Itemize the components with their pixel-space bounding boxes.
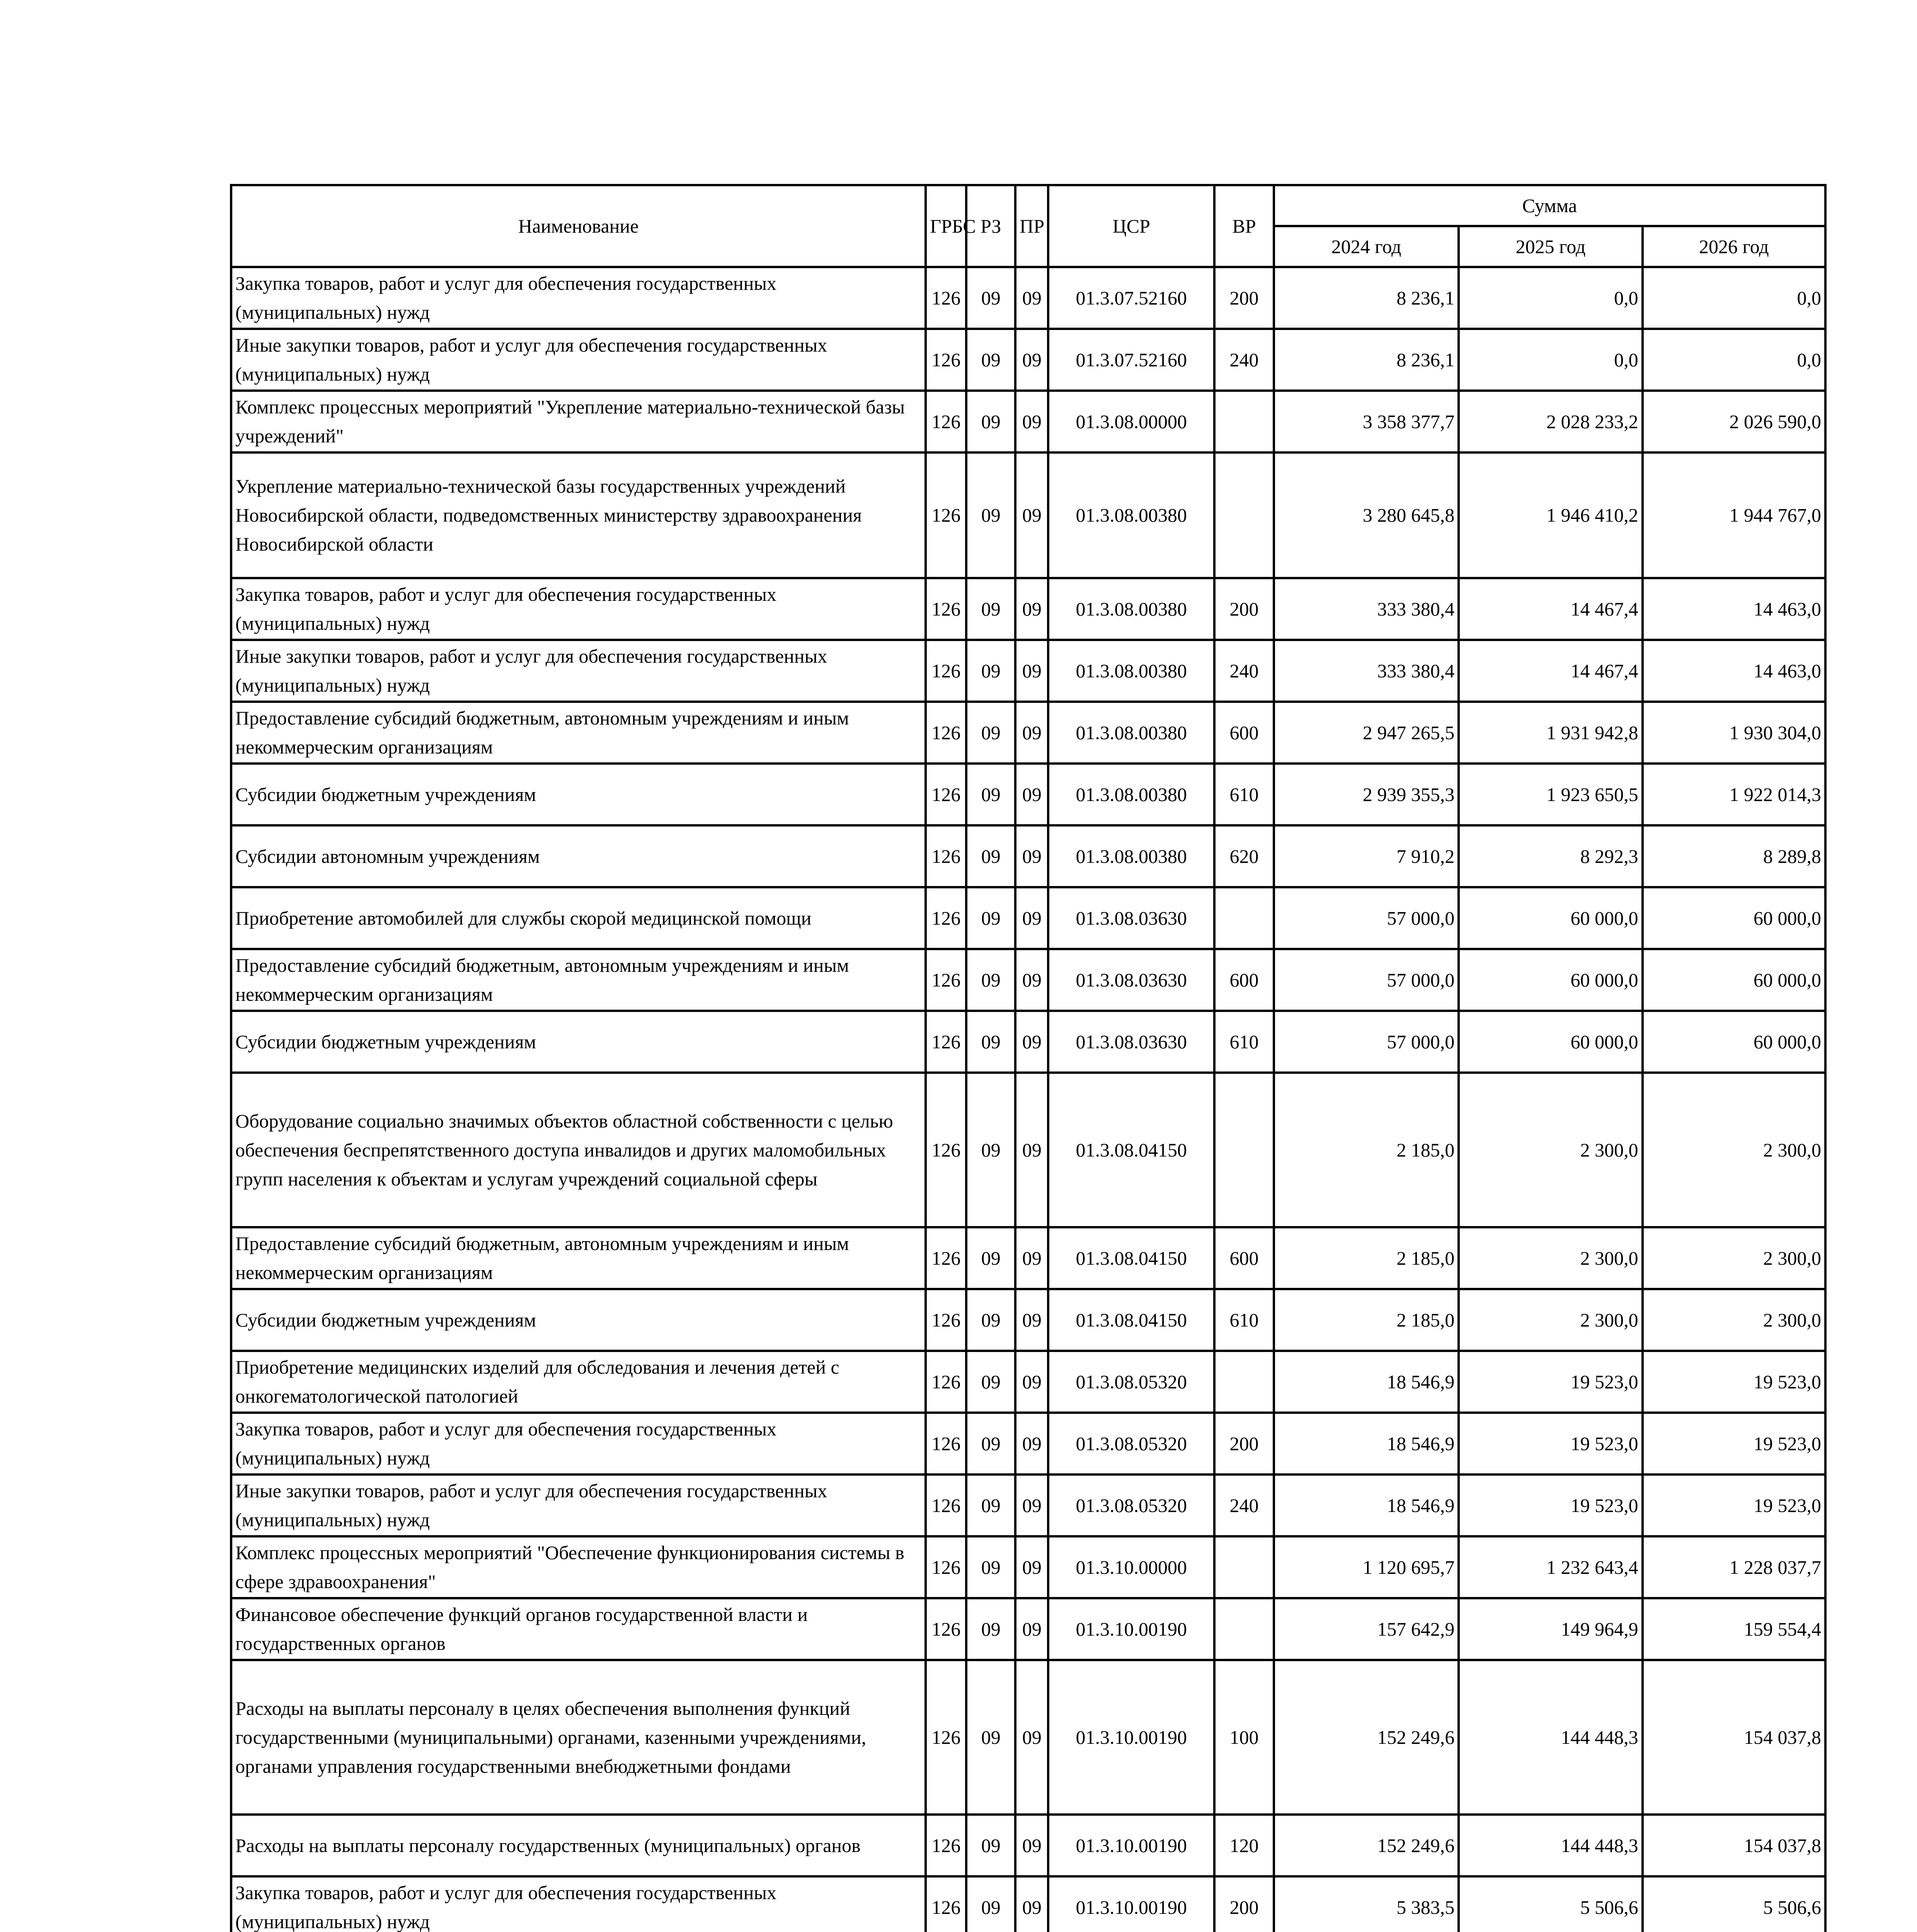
cell-pr: 09 — [1015, 267, 1048, 329]
cell-rz: 09 — [966, 267, 1015, 329]
cell-2025: 14 467,4 — [1459, 640, 1642, 702]
table-row — [231, 1413, 1825, 1475]
cell-csr: 01.3.08.04150 — [1048, 1227, 1214, 1289]
cell-grbs: 126 — [926, 1475, 966, 1536]
cell-name: Расходы на выплаты персоналу в целях обеспечения выполнения функций государственными (муниципальными) органами, казенными учреждениями, органами управления государственными внебюджетными фондами — [231, 1660, 926, 1815]
cell-2026: 0,0 — [1643, 329, 1825, 391]
cell-rz: 09 — [966, 329, 1015, 391]
col-header-pr: ПР — [1015, 185, 1048, 267]
cell-name: Предоставление субсидий бюджетным, автономным учреждениям и иным некоммерческим организациям — [231, 1227, 926, 1289]
cell-pr: 09 — [1015, 1876, 1048, 1932]
cell-2026: 60 000,0 — [1643, 1011, 1825, 1073]
cell-2024: 8 236,1 — [1274, 267, 1459, 329]
cell-2026: 19 523,0 — [1643, 1413, 1825, 1475]
table-body — [231, 267, 1825, 1932]
cell-rz: 09 — [966, 1011, 1015, 1073]
cell-2024: 2 939 355,3 — [1274, 764, 1459, 825]
cell-name: Укрепление материально-технической базы государственных учреждений Новосибирской области, подведомственных министерству здравоохранения Новосибирской области — [231, 452, 926, 578]
cell-name: Иные закупки товаров, работ и услуг для обеспечения государственных (муниципальных) нужд — [231, 640, 926, 702]
cell-vr: 610 — [1214, 1011, 1274, 1073]
cell-csr: 01.3.08.00380 — [1048, 578, 1214, 640]
cell-name: Предоставление субсидий бюджетным, автономным учреждениям и иным некоммерческим организациям — [231, 949, 926, 1011]
cell-grbs: 126 — [926, 578, 966, 640]
table-row — [231, 578, 1825, 640]
cell-pr: 09 — [1015, 1351, 1048, 1413]
cell-rz: 09 — [966, 764, 1015, 825]
cell-pr: 09 — [1015, 1815, 1048, 1876]
cell-2024: 3 358 377,7 — [1274, 391, 1459, 452]
cell-2025: 60 000,0 — [1459, 1011, 1642, 1073]
cell-name: Оборудование социально значимых объектов областной собственности с целью обеспечения беспрепятственного доступа инвалидов и других маломобильных групп населения к объектам и услугам учреждений социальной сферы — [231, 1073, 926, 1227]
cell-2025: 1 946 410,2 — [1459, 452, 1642, 578]
table-row — [231, 1011, 1825, 1073]
cell-vr — [1214, 1536, 1274, 1598]
cell-2026: 8 289,8 — [1643, 825, 1825, 887]
table-row — [231, 887, 1825, 949]
cell-rz: 09 — [966, 1227, 1015, 1289]
cell-2024: 57 000,0 — [1274, 887, 1459, 949]
cell-2026: 2 300,0 — [1643, 1073, 1825, 1227]
cell-vr: 100 — [1214, 1660, 1274, 1815]
cell-2026: 19 523,0 — [1643, 1475, 1825, 1536]
cell-rz: 09 — [966, 702, 1015, 764]
cell-rz: 09 — [966, 640, 1015, 702]
cell-rz: 09 — [966, 1289, 1015, 1351]
cell-vr: 610 — [1214, 1289, 1274, 1351]
cell-name: Закупка товаров, работ и услуг для обеспечения государственных (муниципальных) нужд — [231, 1413, 926, 1475]
cell-2025: 144 448,3 — [1459, 1660, 1642, 1815]
cell-csr: 01.3.08.04150 — [1048, 1073, 1214, 1227]
cell-2026: 159 554,4 — [1643, 1598, 1825, 1660]
cell-2025: 0,0 — [1459, 329, 1642, 391]
cell-2024: 333 380,4 — [1274, 640, 1459, 702]
cell-rz: 09 — [966, 452, 1015, 578]
cell-grbs: 126 — [926, 1227, 966, 1289]
cell-pr: 09 — [1015, 1289, 1048, 1351]
cell-csr: 01.3.10.00000 — [1048, 1536, 1214, 1598]
cell-name: Иные закупки товаров, работ и услуг для обеспечения государственных (муниципальных) нужд — [231, 1475, 926, 1536]
table-row — [231, 1227, 1825, 1289]
col-header-vr: ВР — [1214, 185, 1274, 267]
cell-2024: 18 546,9 — [1274, 1351, 1459, 1413]
cell-2026: 14 463,0 — [1643, 640, 1825, 702]
cell-name: Предоставление субсидий бюджетным, автономным учреждениям и иным некоммерческим организациям — [231, 702, 926, 764]
cell-2024: 57 000,0 — [1274, 949, 1459, 1011]
cell-name: Комплекс процессных мероприятий "Укрепление материально-технической базы учреждений" — [231, 391, 926, 452]
cell-rz: 09 — [966, 1413, 1015, 1475]
cell-2026: 154 037,8 — [1643, 1660, 1825, 1815]
col-header-csr: ЦСР — [1048, 185, 1214, 267]
table-row — [231, 702, 1825, 764]
cell-csr: 01.3.08.00380 — [1048, 764, 1214, 825]
table-row — [231, 949, 1825, 1011]
cell-grbs: 126 — [926, 1073, 966, 1227]
cell-name: Субсидии бюджетным учреждениям — [231, 1289, 926, 1351]
cell-grbs: 126 — [926, 267, 966, 329]
cell-pr: 09 — [1015, 702, 1048, 764]
cell-pr: 09 — [1015, 1413, 1048, 1475]
table-row — [231, 1073, 1825, 1227]
cell-csr: 01.3.08.00380 — [1048, 452, 1214, 578]
col-header-rz: РЗ — [966, 185, 1015, 267]
cell-vr: 200 — [1214, 1876, 1274, 1932]
cell-rz: 09 — [966, 1536, 1015, 1598]
cell-2024: 152 249,6 — [1274, 1660, 1459, 1815]
cell-pr: 09 — [1015, 452, 1048, 578]
cell-2026: 60 000,0 — [1643, 949, 1825, 1011]
cell-pr: 09 — [1015, 1475, 1048, 1536]
table-row — [231, 267, 1825, 329]
cell-2025: 2 300,0 — [1459, 1227, 1642, 1289]
table-row — [231, 1289, 1825, 1351]
cell-rz: 09 — [966, 1351, 1015, 1413]
cell-rz: 09 — [966, 1598, 1015, 1660]
table-header — [231, 185, 1825, 267]
cell-grbs: 126 — [926, 764, 966, 825]
cell-2026: 1 930 304,0 — [1643, 702, 1825, 764]
cell-pr: 09 — [1015, 1536, 1048, 1598]
cell-grbs: 126 — [926, 391, 966, 452]
cell-vr: 200 — [1214, 1413, 1274, 1475]
cell-vr — [1214, 1598, 1274, 1660]
cell-2024: 2 185,0 — [1274, 1073, 1459, 1227]
cell-2025: 19 523,0 — [1459, 1351, 1642, 1413]
cell-rz: 09 — [966, 1660, 1015, 1815]
cell-rz: 09 — [966, 391, 1015, 452]
cell-vr: 600 — [1214, 949, 1274, 1011]
cell-csr: 01.3.08.00380 — [1048, 640, 1214, 702]
cell-2025: 19 523,0 — [1459, 1413, 1642, 1475]
cell-csr: 01.3.10.00190 — [1048, 1660, 1214, 1815]
cell-vr — [1214, 391, 1274, 452]
cell-pr: 09 — [1015, 1073, 1048, 1227]
cell-grbs: 126 — [926, 702, 966, 764]
col-header-sum: Сумма — [1274, 185, 1825, 226]
cell-csr: 01.3.08.04150 — [1048, 1289, 1214, 1351]
cell-name: Субсидии бюджетным учреждениям — [231, 1011, 926, 1073]
cell-2025: 144 448,3 — [1459, 1815, 1642, 1876]
cell-vr — [1214, 452, 1274, 578]
cell-rz: 09 — [966, 578, 1015, 640]
col-header-2025: 2025 год — [1459, 226, 1642, 267]
cell-2026: 0,0 — [1643, 267, 1825, 329]
budget-table — [230, 184, 1827, 1932]
col-header-name: Наименование — [231, 185, 926, 267]
cell-2026: 1 944 767,0 — [1643, 452, 1825, 578]
cell-2025: 5 506,6 — [1459, 1876, 1642, 1932]
cell-grbs: 126 — [926, 329, 966, 391]
cell-2025: 60 000,0 — [1459, 887, 1642, 949]
cell-name: Субсидии автономным учреждениям — [231, 825, 926, 887]
cell-2025: 60 000,0 — [1459, 949, 1642, 1011]
cell-csr: 01.3.08.03630 — [1048, 1011, 1214, 1073]
cell-pr: 09 — [1015, 391, 1048, 452]
cell-2026: 1 922 014,3 — [1643, 764, 1825, 825]
cell-2024: 18 546,9 — [1274, 1413, 1459, 1475]
cell-vr: 240 — [1214, 640, 1274, 702]
cell-2025: 1 931 942,8 — [1459, 702, 1642, 764]
table-row — [231, 452, 1825, 578]
cell-2024: 5 383,5 — [1274, 1876, 1459, 1932]
cell-name: Закупка товаров, работ и услуг для обеспечения государственных (муниципальных) нужд — [231, 1876, 926, 1932]
cell-vr: 600 — [1214, 1227, 1274, 1289]
table-row — [231, 329, 1825, 391]
cell-vr: 240 — [1214, 1475, 1274, 1536]
cell-vr: 610 — [1214, 764, 1274, 825]
cell-grbs: 126 — [926, 1876, 966, 1932]
cell-2024: 3 280 645,8 — [1274, 452, 1459, 578]
cell-grbs: 126 — [926, 825, 966, 887]
cell-2025: 149 964,9 — [1459, 1598, 1642, 1660]
cell-2026: 60 000,0 — [1643, 887, 1825, 949]
cell-2024: 8 236,1 — [1274, 329, 1459, 391]
table-row — [231, 640, 1825, 702]
cell-vr — [1214, 1351, 1274, 1413]
cell-2025: 19 523,0 — [1459, 1475, 1642, 1536]
cell-csr: 01.3.08.00380 — [1048, 702, 1214, 764]
cell-name: Расходы на выплаты персоналу государственных (муниципальных) органов — [231, 1815, 926, 1876]
cell-csr: 01.3.08.05320 — [1048, 1413, 1214, 1475]
cell-2024: 2 185,0 — [1274, 1289, 1459, 1351]
cell-2024: 157 642,9 — [1274, 1598, 1459, 1660]
cell-vr: 600 — [1214, 702, 1274, 764]
cell-2026: 19 523,0 — [1643, 1351, 1825, 1413]
cell-grbs: 126 — [926, 640, 966, 702]
cell-pr: 09 — [1015, 1011, 1048, 1073]
cell-pr: 09 — [1015, 764, 1048, 825]
cell-grbs: 126 — [926, 1598, 966, 1660]
cell-vr: 200 — [1214, 267, 1274, 329]
cell-grbs: 126 — [926, 1011, 966, 1073]
cell-2025: 8 292,3 — [1459, 825, 1642, 887]
cell-vr: 120 — [1214, 1815, 1274, 1876]
col-header-grbs: ГРБС — [926, 185, 966, 267]
table-row — [231, 1876, 1825, 1932]
cell-2026: 2 026 590,0 — [1643, 391, 1825, 452]
cell-rz: 09 — [966, 1815, 1015, 1876]
cell-2024: 7 910,2 — [1274, 825, 1459, 887]
cell-csr: 01.3.08.05320 — [1048, 1351, 1214, 1413]
table-row — [231, 1815, 1825, 1876]
cell-vr: 240 — [1214, 329, 1274, 391]
cell-2025: 2 028 233,2 — [1459, 391, 1642, 452]
cell-2026: 1 228 037,7 — [1643, 1536, 1825, 1598]
cell-2024: 57 000,0 — [1274, 1011, 1459, 1073]
table-row — [231, 764, 1825, 825]
cell-2024: 333 380,4 — [1274, 578, 1459, 640]
cell-vr: 200 — [1214, 578, 1274, 640]
cell-rz: 09 — [966, 825, 1015, 887]
cell-grbs: 126 — [926, 1413, 966, 1475]
cell-csr: 01.3.10.00190 — [1048, 1876, 1214, 1932]
cell-2026: 2 300,0 — [1643, 1227, 1825, 1289]
cell-grbs: 126 — [926, 887, 966, 949]
cell-rz: 09 — [966, 887, 1015, 949]
cell-pr: 09 — [1015, 1227, 1048, 1289]
cell-grbs: 126 — [926, 1660, 966, 1815]
cell-grbs: 126 — [926, 452, 966, 578]
cell-2026: 14 463,0 — [1643, 578, 1825, 640]
cell-name: Иные закупки товаров, работ и услуг для обеспечения государственных (муниципальных) нужд — [231, 329, 926, 391]
cell-csr: 01.3.07.52160 — [1048, 329, 1214, 391]
cell-csr: 01.3.10.00190 — [1048, 1815, 1214, 1876]
cell-pr: 09 — [1015, 1660, 1048, 1815]
cell-name: Закупка товаров, работ и услуг для обеспечения государственных (муниципальных) нужд — [231, 578, 926, 640]
cell-pr: 09 — [1015, 640, 1048, 702]
table-row — [231, 1660, 1825, 1815]
cell-2025: 2 300,0 — [1459, 1289, 1642, 1351]
cell-2026: 5 506,6 — [1643, 1876, 1825, 1932]
cell-2025: 14 467,4 — [1459, 578, 1642, 640]
cell-rz: 09 — [966, 949, 1015, 1011]
cell-name: Комплекс процессных мероприятий "Обеспечение функционирования системы в сфере здравоохранения" — [231, 1536, 926, 1598]
cell-grbs: 126 — [926, 1351, 966, 1413]
cell-vr — [1214, 1073, 1274, 1227]
table-row — [231, 1475, 1825, 1536]
cell-name: Субсидии бюджетным учреждениям — [231, 764, 926, 825]
cell-rz: 09 — [966, 1475, 1015, 1536]
cell-name: Финансовое обеспечение функций органов государственной власти и государственных органов — [231, 1598, 926, 1660]
cell-rz: 09 — [966, 1876, 1015, 1932]
cell-name: Приобретение медицинских изделий для обследования и лечения детей с онкогематологической патологией — [231, 1351, 926, 1413]
cell-csr: 01.3.08.00380 — [1048, 825, 1214, 887]
cell-pr: 09 — [1015, 825, 1048, 887]
cell-grbs: 126 — [926, 1289, 966, 1351]
cell-csr: 01.3.08.03630 — [1048, 949, 1214, 1011]
cell-csr: 01.3.08.03630 — [1048, 887, 1214, 949]
cell-2024: 2 947 265,5 — [1274, 702, 1459, 764]
cell-csr: 01.3.08.05320 — [1048, 1475, 1214, 1536]
cell-name: Приобретение автомобилей для службы скорой медицинской помощи — [231, 887, 926, 949]
cell-2024: 152 249,6 — [1274, 1815, 1459, 1876]
cell-pr: 09 — [1015, 949, 1048, 1011]
cell-rz: 09 — [966, 1073, 1015, 1227]
cell-csr: 01.3.08.00000 — [1048, 391, 1214, 452]
table-row — [231, 1598, 1825, 1660]
cell-2024: 1 120 695,7 — [1274, 1536, 1459, 1598]
cell-2024: 18 546,9 — [1274, 1475, 1459, 1536]
cell-grbs: 126 — [926, 949, 966, 1011]
cell-pr: 09 — [1015, 1598, 1048, 1660]
col-header-2026: 2026 год — [1643, 226, 1825, 267]
cell-csr: 01.3.10.00190 — [1048, 1598, 1214, 1660]
cell-pr: 09 — [1015, 578, 1048, 640]
table-row — [231, 825, 1825, 887]
cell-2026: 2 300,0 — [1643, 1289, 1825, 1351]
col-header-2024: 2024 год — [1274, 226, 1459, 267]
cell-pr: 09 — [1015, 329, 1048, 391]
table-row — [231, 1536, 1825, 1598]
cell-grbs: 126 — [926, 1536, 966, 1598]
cell-pr: 09 — [1015, 887, 1048, 949]
table-row — [231, 1351, 1825, 1413]
cell-2025: 0,0 — [1459, 267, 1642, 329]
cell-vr: 620 — [1214, 825, 1274, 887]
cell-2025: 2 300,0 — [1459, 1073, 1642, 1227]
cell-vr — [1214, 887, 1274, 949]
table-row — [231, 391, 1825, 452]
cell-2025: 1 232 643,4 — [1459, 1536, 1642, 1598]
cell-name: Закупка товаров, работ и услуг для обеспечения государственных (муниципальных) нужд — [231, 267, 926, 329]
cell-csr: 01.3.07.52160 — [1048, 267, 1214, 329]
cell-2025: 1 923 650,5 — [1459, 764, 1642, 825]
cell-grbs: 126 — [926, 1815, 966, 1876]
cell-2024: 2 185,0 — [1274, 1227, 1459, 1289]
cell-2026: 154 037,8 — [1643, 1815, 1825, 1876]
